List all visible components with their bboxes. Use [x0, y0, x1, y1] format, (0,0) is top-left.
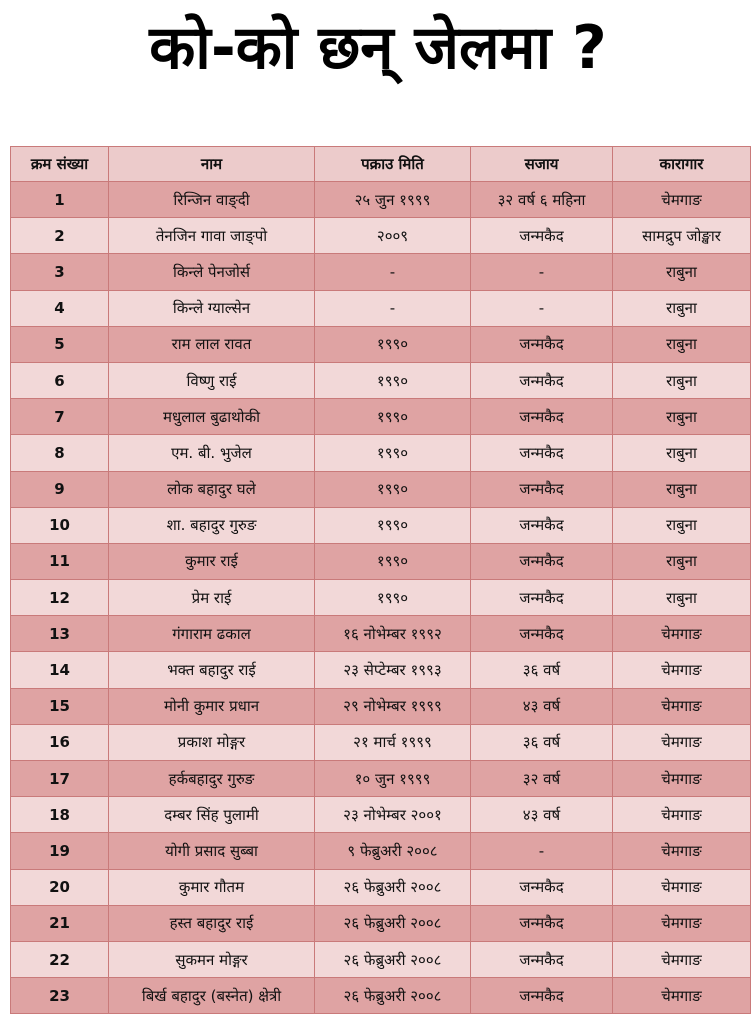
prison-cell: चेमगाङ: [613, 652, 751, 688]
prisoners-table: [10, 146, 751, 1014]
serial-number-cell: 9: [11, 471, 109, 507]
name-cell: कुमार गौतम: [109, 869, 315, 905]
sentence-cell: जन्मकैद: [471, 326, 613, 362]
prison-cell: राबुना: [613, 290, 751, 326]
prison-cell: चेमगाङ: [613, 869, 751, 905]
table-body: [11, 182, 751, 1014]
sentence-cell: ३६ वर्ष: [471, 724, 613, 760]
sentence-cell: ४३ वर्ष: [471, 797, 613, 833]
name-cell: हर्कबहादुर गुरुङ: [109, 761, 315, 797]
sentence-cell: -: [471, 254, 613, 290]
sentence-cell: जन्मकैद: [471, 218, 613, 254]
prison-cell: राबुना: [613, 543, 751, 579]
serial-number-cell: 21: [11, 905, 109, 941]
name-cell: लोक बहादुर घले: [109, 471, 315, 507]
name-cell: दम्बर सिंह पुलामी: [109, 797, 315, 833]
serial-number-cell: 7: [11, 399, 109, 435]
sentence-cell: जन्मकैद: [471, 507, 613, 543]
table-row: [11, 254, 751, 290]
header-name: नाम: [109, 147, 315, 182]
table-row: [11, 941, 751, 977]
table-row: [11, 362, 751, 398]
header-sentence: सजाय: [471, 147, 613, 182]
name-cell: रिन्जिन वाङ्दी: [109, 182, 315, 218]
arrest-date-cell: १० जुन १९९९: [315, 761, 471, 797]
name-cell: कुमार राई: [109, 543, 315, 579]
sentence-cell: जन्मकैद: [471, 978, 613, 1014]
sentence-cell: जन्मकैद: [471, 580, 613, 616]
arrest-date-cell: १९९०: [315, 507, 471, 543]
prison-cell: चेमगाङ: [613, 761, 751, 797]
arrest-date-cell: -: [315, 254, 471, 290]
arrest-date-cell: -: [315, 290, 471, 326]
name-cell: हस्त बहादुर राई: [109, 905, 315, 941]
sentence-cell: -: [471, 290, 613, 326]
sentence-cell: जन्मकैद: [471, 869, 613, 905]
serial-number-cell: 8: [11, 435, 109, 471]
prison-cell: चेमगाङ: [613, 182, 751, 218]
sentence-cell: ३२ वर्ष ६ महिना: [471, 182, 613, 218]
prison-cell: चेमगाङ: [613, 688, 751, 724]
prison-cell: सामद्रुप जोङ्खार: [613, 218, 751, 254]
prisoners-table-container: [10, 146, 750, 1014]
arrest-date-cell: ९ फेब्रुअरी २००८: [315, 833, 471, 869]
table-row: [11, 688, 751, 724]
sentence-cell: जन्मकैद: [471, 543, 613, 579]
prison-cell: चेमगाङ: [613, 941, 751, 977]
prison-cell: चेमगाङ: [613, 797, 751, 833]
table-row: [11, 616, 751, 652]
arrest-date-cell: २६ फेब्रुअरी २००८: [315, 905, 471, 941]
header-serial-number: क्रम संख्या: [11, 147, 109, 182]
name-cell: प्रकाश मोङ्गर: [109, 724, 315, 760]
arrest-date-cell: १९९०: [315, 326, 471, 362]
arrest-date-cell: २५ जुन १९९९: [315, 182, 471, 218]
serial-number-cell: 20: [11, 869, 109, 905]
table-header: [11, 147, 751, 182]
name-cell: एम. बी. भुजेल: [109, 435, 315, 471]
serial-number-cell: 2: [11, 218, 109, 254]
name-cell: तेनजिन गावा जाङ्पो: [109, 218, 315, 254]
table-row: [11, 905, 751, 941]
sentence-cell: ३६ वर्ष: [471, 652, 613, 688]
name-cell: शा. बहादुर गुरुङ: [109, 507, 315, 543]
sentence-cell: जन्मकैद: [471, 399, 613, 435]
serial-number-cell: 5: [11, 326, 109, 362]
table-row: [11, 290, 751, 326]
arrest-date-cell: १९९०: [315, 362, 471, 398]
header-arrest-date: पक्राउ मिति: [315, 147, 471, 182]
prison-cell: राबुना: [613, 435, 751, 471]
table-row: [11, 218, 751, 254]
table-row: [11, 182, 751, 218]
sentence-cell: जन्मकैद: [471, 471, 613, 507]
table-row: [11, 580, 751, 616]
serial-number-cell: 17: [11, 761, 109, 797]
arrest-date-cell: १९९०: [315, 543, 471, 579]
serial-number-cell: 13: [11, 616, 109, 652]
serial-number-cell: 6: [11, 362, 109, 398]
sentence-cell: जन्मकैद: [471, 941, 613, 977]
prison-cell: राबुना: [613, 471, 751, 507]
prison-cell: राबुना: [613, 362, 751, 398]
header-row: [11, 147, 751, 182]
name-cell: सुकमन मोङ्गर: [109, 941, 315, 977]
arrest-date-cell: २३ नोभेम्बर २००१: [315, 797, 471, 833]
name-cell: योगी प्रसाद सुब्बा: [109, 833, 315, 869]
arrest-date-cell: २१ मार्च १९९९: [315, 724, 471, 760]
prison-cell: चेमगाङ: [613, 833, 751, 869]
arrest-date-cell: २३ सेप्टेम्बर १९९३: [315, 652, 471, 688]
arrest-date-cell: १९९०: [315, 435, 471, 471]
sentence-cell: -: [471, 833, 613, 869]
arrest-date-cell: १९९०: [315, 471, 471, 507]
name-cell: बिर्ख बहादुर (बस्नेत) क्षेत्री: [109, 978, 315, 1014]
table-row: [11, 399, 751, 435]
table-row: [11, 652, 751, 688]
arrest-date-cell: १९९०: [315, 399, 471, 435]
serial-number-cell: 19: [11, 833, 109, 869]
serial-number-cell: 15: [11, 688, 109, 724]
table-row: [11, 797, 751, 833]
prison-cell: राबुना: [613, 254, 751, 290]
arrest-date-cell: २६ फेब्रुअरी २००८: [315, 941, 471, 977]
serial-number-cell: 22: [11, 941, 109, 977]
prison-cell: चेमगाङ: [613, 724, 751, 760]
serial-number-cell: 1: [11, 182, 109, 218]
arrest-date-cell: २९ नोभेम्बर १९९९: [315, 688, 471, 724]
table-row: [11, 761, 751, 797]
serial-number-cell: 10: [11, 507, 109, 543]
prison-cell: राबुना: [613, 507, 751, 543]
name-cell: किन्ले पेनजोर्स: [109, 254, 315, 290]
sentence-cell: ४३ वर्ष: [471, 688, 613, 724]
table-row: [11, 543, 751, 579]
prison-cell: राबुना: [613, 326, 751, 362]
table-row: [11, 869, 751, 905]
table-row: [11, 435, 751, 471]
prison-cell: राबुना: [613, 580, 751, 616]
serial-number-cell: 11: [11, 543, 109, 579]
name-cell: राम लाल रावत: [109, 326, 315, 362]
table-row: [11, 978, 751, 1014]
serial-number-cell: 18: [11, 797, 109, 833]
sentence-cell: जन्मकैद: [471, 905, 613, 941]
prison-cell: चेमगाङ: [613, 905, 751, 941]
prison-cell: राबुना: [613, 399, 751, 435]
serial-number-cell: 4: [11, 290, 109, 326]
serial-number-cell: 12: [11, 580, 109, 616]
table-row: [11, 326, 751, 362]
arrest-date-cell: २६ फेब्रुअरी २००८: [315, 978, 471, 1014]
serial-number-cell: 16: [11, 724, 109, 760]
arrest-date-cell: २००९: [315, 218, 471, 254]
arrest-date-cell: १६ नोभेम्बर १९९२: [315, 616, 471, 652]
name-cell: गंगाराम ढकाल: [109, 616, 315, 652]
sentence-cell: जन्मकैद: [471, 362, 613, 398]
serial-number-cell: 3: [11, 254, 109, 290]
arrest-date-cell: १९९०: [315, 580, 471, 616]
name-cell: भक्त बहादुर राई: [109, 652, 315, 688]
arrest-date-cell: २६ फेब्रुअरी २००८: [315, 869, 471, 905]
prison-cell: चेमगाङ: [613, 978, 751, 1014]
table-row: [11, 471, 751, 507]
serial-number-cell: 14: [11, 652, 109, 688]
name-cell: विष्णु राई: [109, 362, 315, 398]
sentence-cell: ३२ वर्ष: [471, 761, 613, 797]
table-row: [11, 724, 751, 760]
name-cell: मधुलाल बुढाथोकी: [109, 399, 315, 435]
serial-number-cell: 23: [11, 978, 109, 1014]
name-cell: किन्ले ग्याल्सेन: [109, 290, 315, 326]
table-row: [11, 507, 751, 543]
sentence-cell: जन्मकैद: [471, 435, 613, 471]
page-title: को-को छन् जेलमा ?: [149, 13, 607, 83]
header-prison: कारागार: [613, 147, 751, 182]
name-cell: मोनी कुमार प्रधान: [109, 688, 315, 724]
sentence-cell: जन्मकैद: [471, 616, 613, 652]
name-cell: प्रेम राई: [109, 580, 315, 616]
table-row: [11, 833, 751, 869]
prison-cell: चेमगाङ: [613, 616, 751, 652]
